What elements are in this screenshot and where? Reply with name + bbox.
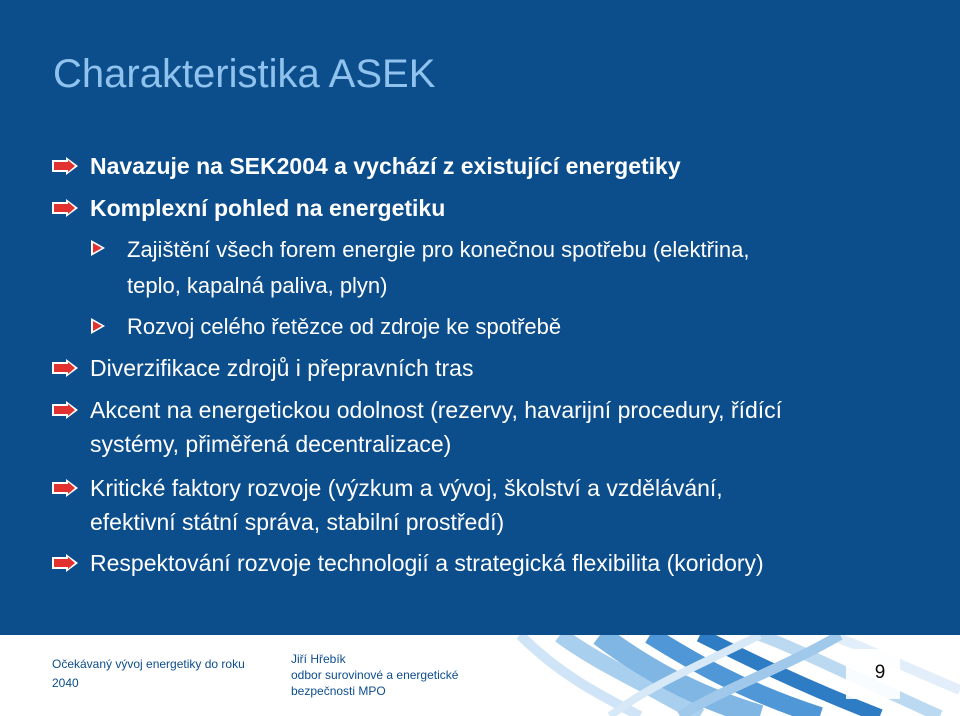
bullet-text: Kritické faktory rozvoje (výzkum a vývoj, školství a vzdělávání, <box>90 475 723 501</box>
arrow-bullet-icon <box>52 157 78 175</box>
footer-presentation-title <box>52 655 252 693</box>
bullet-item <box>90 149 681 183</box>
arrow-bullet-icon <box>91 318 105 334</box>
footer-left-line: 2040 <box>52 676 79 690</box>
footer-left-line: Očekávaný vývoj energetiky do roku <box>52 657 245 671</box>
bullet-text: systémy, přiměřená decentralizace) <box>90 431 452 457</box>
slide-title: Charakteristika ASEK <box>53 52 436 96</box>
bullet-text: Zajištění všech forem energie pro konečnou spotřebu (elektřina, <box>127 237 750 262</box>
page-number: 9 <box>874 662 886 683</box>
bullet-text: teplo, kapalná paliva, plyn) <box>127 273 388 298</box>
bullet-text: Rozvoj celého řetězce od zdroje ke spotřebě <box>127 314 562 339</box>
bullet-text: Komplexní pohled na energetiku <box>90 195 446 221</box>
footer-author-name: Jiří Hřebík <box>291 652 346 666</box>
bullet-item <box>90 546 764 580</box>
bullet-text: Diverzifikace zdrojů i přepravních tras <box>90 355 474 381</box>
bullet-item <box>90 351 473 385</box>
footer-author-dept: bezpečnosti MPO <box>291 684 386 698</box>
sub-bullet-item <box>127 232 749 304</box>
bullet-text: Navazuje na SEK2004 a vychází z existující energetiky <box>90 153 681 179</box>
bullet-item <box>90 191 445 225</box>
arrow-bullet-icon <box>91 240 105 256</box>
footer <box>0 635 960 716</box>
bullet-text: Respektování rozvoje technologií a strategická flexibilita (koridory) <box>90 550 764 576</box>
bullet-item <box>90 471 723 539</box>
bullet-text: Akcent na energetickou odolnost (rezervy, havarijní procedury, řídící <box>90 397 783 423</box>
bullet-text: efektivní státní správa, stabilní prostředí) <box>90 509 505 535</box>
arrow-bullet-icon <box>52 554 78 572</box>
arrow-bullet-icon <box>52 401 78 419</box>
arrow-bullet-icon <box>52 199 78 217</box>
footer-author-dept: odbor surovinové a energetické <box>291 668 459 682</box>
bullet-item <box>90 393 782 461</box>
arrow-bullet-icon <box>52 359 78 377</box>
arrow-bullet-icon <box>52 479 78 497</box>
sub-bullet-item <box>127 310 561 344</box>
footer-author <box>291 651 491 699</box>
